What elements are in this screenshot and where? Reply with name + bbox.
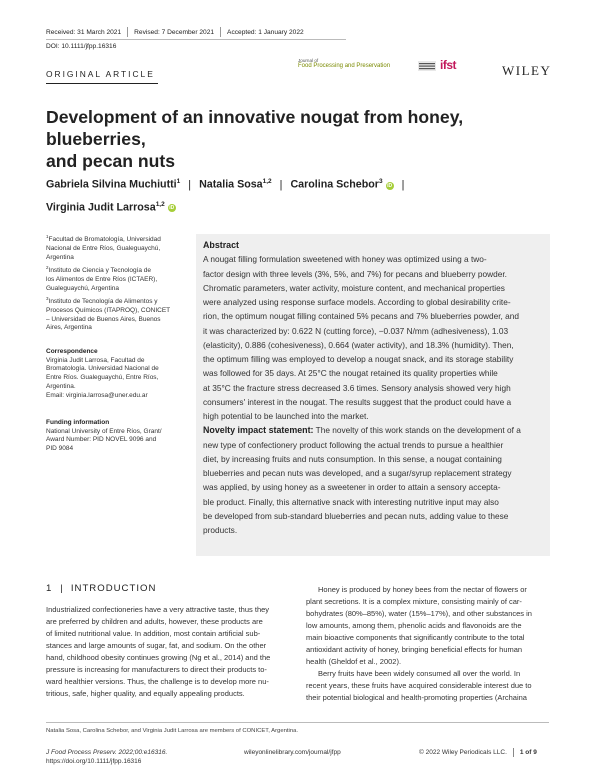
affiliation-1 bbox=[46, 233, 186, 262]
text-line: Berry fruits have been widely consumed all over the world. In bbox=[318, 669, 521, 678]
abstract-line: were analyzed using response surface models. According to global desirability crite- bbox=[203, 297, 511, 307]
text-line: recent years, these fruits have acquired considerable interest due to bbox=[306, 681, 532, 690]
impact-line: diet, by increasing fruits and nuts consumption. In this sense, a nougat containing bbox=[203, 453, 502, 464]
text-line: plant secretions. It is a complex mixture, consisting mainly of car- bbox=[306, 597, 522, 606]
text-line: their potential biological and health-promoting properties (Archaina bbox=[306, 693, 527, 702]
footer-doi-link[interactable]: https://doi.org/10.1111/jfpp.16316 bbox=[46, 758, 142, 765]
author-separator: | bbox=[401, 178, 405, 191]
text-line: Industrialized confectioneries have a very attractive taste, thus they bbox=[46, 605, 270, 614]
section-separator: | bbox=[60, 583, 63, 594]
revised-date: Revised: 7 December 2021 bbox=[134, 28, 215, 36]
affil-sup: 1 bbox=[46, 234, 49, 239]
impact-line: be developed from sub-standard blueberries and pecan nuts, adding value to these bbox=[203, 510, 509, 521]
doi[interactable]: DOI: 10.1111/jfpp.16316 bbox=[46, 43, 117, 50]
abstract-heading: Abstract bbox=[203, 240, 240, 250]
abstract-line: was followed for 35 days. At 25°C the nougat retained its quality properties while bbox=[203, 368, 498, 379]
intro-left-column bbox=[46, 604, 295, 700]
article-type: ORIGINAL ARTICLE bbox=[46, 69, 155, 79]
author-affil-sup: 1 bbox=[176, 178, 181, 185]
affil-line: – Universidad de Buenos Aires, Buenos bbox=[46, 315, 161, 323]
affiliation-3 bbox=[46, 295, 186, 333]
author-affil-sup: 1,2 bbox=[155, 200, 165, 208]
correspondence-line: Argentina. bbox=[46, 382, 76, 390]
correspondence-line: Entre Ríos. Gualeguaychú, Entre Ríos, bbox=[46, 374, 159, 382]
author-separator: | bbox=[279, 178, 283, 191]
orcid-icon[interactable]: iD bbox=[169, 205, 175, 212]
copyright: © 2022 Wiley Periodicals LLC. bbox=[419, 749, 507, 757]
text-line: pressure is increasing for manufacturers to direct their products to- bbox=[46, 665, 267, 674]
author-name[interactable]: Virginia Judit Larrosa bbox=[46, 201, 156, 214]
orcid-icon[interactable]: iD bbox=[387, 182, 393, 189]
impact-line: blueberries and pecan nuts was developed, and a sugar/syrup replacement strategy bbox=[203, 468, 512, 478]
history-rule bbox=[46, 39, 346, 40]
affiliation-2 bbox=[46, 264, 186, 293]
funding-info bbox=[46, 419, 186, 454]
impact-line: The novelty of this work stands on the development of a bbox=[313, 425, 521, 436]
abstract-line: consumers' interest in the nougat. The results suggest that the product could have a bbox=[203, 396, 512, 407]
affil-line: Aires, Argentina bbox=[46, 324, 92, 332]
journal-prefix: Journal of bbox=[298, 58, 319, 63]
text-line: health (Gheldof et al., 2002). bbox=[306, 657, 402, 666]
abstract-line: factor design with three levels (3%, 5%, and 7%) for pecans and blueberry powder. bbox=[203, 268, 507, 279]
author-name[interactable]: Natalia Sosa bbox=[199, 178, 263, 191]
correspondence-email[interactable]: Email: virginia.larrosa@uner.edu.ar bbox=[46, 391, 148, 399]
affil-line: Argentina bbox=[46, 253, 74, 261]
impact-line: was applied, by using honey as a sweetener in order to attain a sensory accepta- bbox=[203, 482, 501, 493]
abstract-line: it was characterized by: 0.622 N (cutting force), −0.037 N/mm (adhesiveness), 1.03 bbox=[203, 325, 509, 336]
abstract-line: A nougat filling formulation sweetened with honey was optimized using a two- bbox=[203, 254, 487, 265]
history-separator bbox=[127, 27, 128, 37]
impact-heading: Novelty impact statement: bbox=[203, 425, 314, 436]
footer-citation bbox=[46, 748, 167, 766]
article-type-rule bbox=[46, 83, 158, 84]
text-line: stances and large amounts of sugar, fat, and sodium. On the other bbox=[46, 641, 267, 650]
text-line: ward healthier versions. Thus, the challenge is to develop more nu- bbox=[46, 677, 269, 686]
received-date: Received: 31 March 2021 bbox=[46, 28, 122, 36]
impact-line: new type of confectionery product following the actual trends to pursue a healthier bbox=[203, 439, 504, 450]
text-line: of limited nutritional value. In addition, most contain artificial sub- bbox=[46, 629, 261, 638]
funding-line: PID 9084 bbox=[46, 445, 74, 453]
page-number: 1 of 9 bbox=[519, 749, 537, 757]
text-line: tritious, safe, higher quality, and equally appealing products. bbox=[46, 689, 245, 698]
abstract-line: Chromatic parameters, water activity, moisture content, and mechanical properties bbox=[203, 282, 505, 293]
affil-sup: 2 bbox=[46, 265, 49, 270]
intro-right-column bbox=[306, 584, 555, 704]
text-line: bohydrates (80%–85%), water (15%–17%), and other substances in bbox=[306, 609, 532, 618]
affil-line: Nacional de Entre Ríos, Gualeguaychú, bbox=[46, 244, 161, 252]
text-line: Honey is produced by honey bees from the nectar of flowers or bbox=[318, 585, 527, 594]
author-name[interactable]: Gabriela Silvina Muchiutti bbox=[46, 178, 177, 191]
ifst-emblem-icon bbox=[418, 60, 436, 72]
funding-line: National University of Entre Ríos, Grant/ bbox=[46, 427, 162, 435]
affil-sup: 3 bbox=[46, 296, 49, 301]
correspondence-line: Virginia Judit Larrosa, Facultad de bbox=[46, 356, 145, 364]
article-title bbox=[46, 106, 556, 172]
abstract-line: at 35°C the fracture stress decreased 3.6 times. Sensory analysis showed very high bbox=[203, 382, 511, 393]
impact-line: ble product. Finally, this alternative snack with interesting nutritive input may also bbox=[203, 496, 499, 507]
affil-line: Instituto de Tecnología de Alimentos y bbox=[48, 298, 158, 306]
title-line: and pecan nuts bbox=[46, 151, 176, 171]
author-affil-sup: 1,2 bbox=[262, 178, 272, 185]
author-affil-sup: 3 bbox=[378, 178, 383, 185]
text-line: low amounts, among them, phenolic acids and flavonoids are the bbox=[306, 621, 522, 630]
title-line: Development of an innovative nougat from honey, blueberries, bbox=[46, 107, 464, 149]
section-number: 1 bbox=[46, 583, 53, 594]
footer-site-link[interactable]: wileyonlinelibrary.com/journal/jfpp bbox=[244, 749, 341, 756]
author-list bbox=[46, 172, 566, 217]
footnote: Natalia Sosa, Carolina Schebor, and Virginia Judit Larrosa are members of CONICET, Argentina. bbox=[46, 728, 299, 734]
affil-line: Facultad de Bromatología, Universidad bbox=[48, 236, 161, 244]
funding-line: Award Number: PID NOVEL 9096 and bbox=[46, 436, 157, 444]
footer-right bbox=[419, 748, 537, 757]
correspondence bbox=[46, 348, 186, 400]
journal-name: Food Processing and Preservation bbox=[298, 63, 391, 69]
text-line: main bioactive components that significantly contribute to the total bbox=[306, 633, 525, 642]
affil-line: Instituto de Ciencia y Tecnología de bbox=[48, 267, 152, 275]
history-separator bbox=[220, 27, 221, 37]
abstract-line: (elasticity), 0.886 (cohesiveness), 0.664 (water activity), and 18.3% (humidity). Then, bbox=[203, 339, 514, 350]
text-line: antioxidant activity of honey, bringing beneficial effects for human bbox=[306, 645, 523, 654]
accepted-date: Accepted: 1 January 2022 bbox=[227, 28, 304, 36]
footnote-rule bbox=[46, 722, 549, 723]
author-name[interactable]: Carolina Schebor bbox=[290, 178, 379, 191]
abstract-line: the optimum filling was employed to develop a nougat snack, and its storage stability bbox=[203, 354, 514, 364]
footer-separator bbox=[513, 748, 514, 757]
text-line: are preferred by children and adults, however, these products are bbox=[46, 617, 263, 626]
impact-line: products. bbox=[203, 525, 238, 535]
abstract-line: rion, the optimum nougat filling contained 5% pecans and 7% blueberries powder, and bbox=[203, 311, 519, 322]
citation: J Food Process Preserv. 2022;00:e16316. bbox=[46, 749, 168, 756]
abstract-line: high potential to be launched into the market. bbox=[203, 411, 369, 421]
correspondence-heading: Correspondence bbox=[46, 348, 98, 355]
section-title: INTRODUCTION bbox=[70, 583, 157, 594]
affil-line: los Alimentos de Entre Ríos (ICTAER), bbox=[46, 275, 158, 283]
abstract bbox=[203, 238, 543, 537]
text-line: hand, childhood obesity continues growing (Ng et al., 2014) and the bbox=[46, 653, 271, 662]
affil-line: Gualeguaychú, Argentina bbox=[46, 284, 119, 292]
article-history bbox=[46, 27, 304, 37]
affil-line: Procesos Químicos (ITAPROQ), CONICET bbox=[46, 306, 171, 314]
correspondence-line: Bromatología. Universidad Nacional de bbox=[46, 365, 159, 373]
funding-heading: Funding information bbox=[46, 419, 110, 426]
section-heading bbox=[46, 583, 156, 594]
author-separator: | bbox=[188, 178, 192, 191]
ifst-logo[interactable]: ifst bbox=[440, 58, 456, 72]
wiley-logo[interactable]: WILEY bbox=[502, 63, 552, 78]
